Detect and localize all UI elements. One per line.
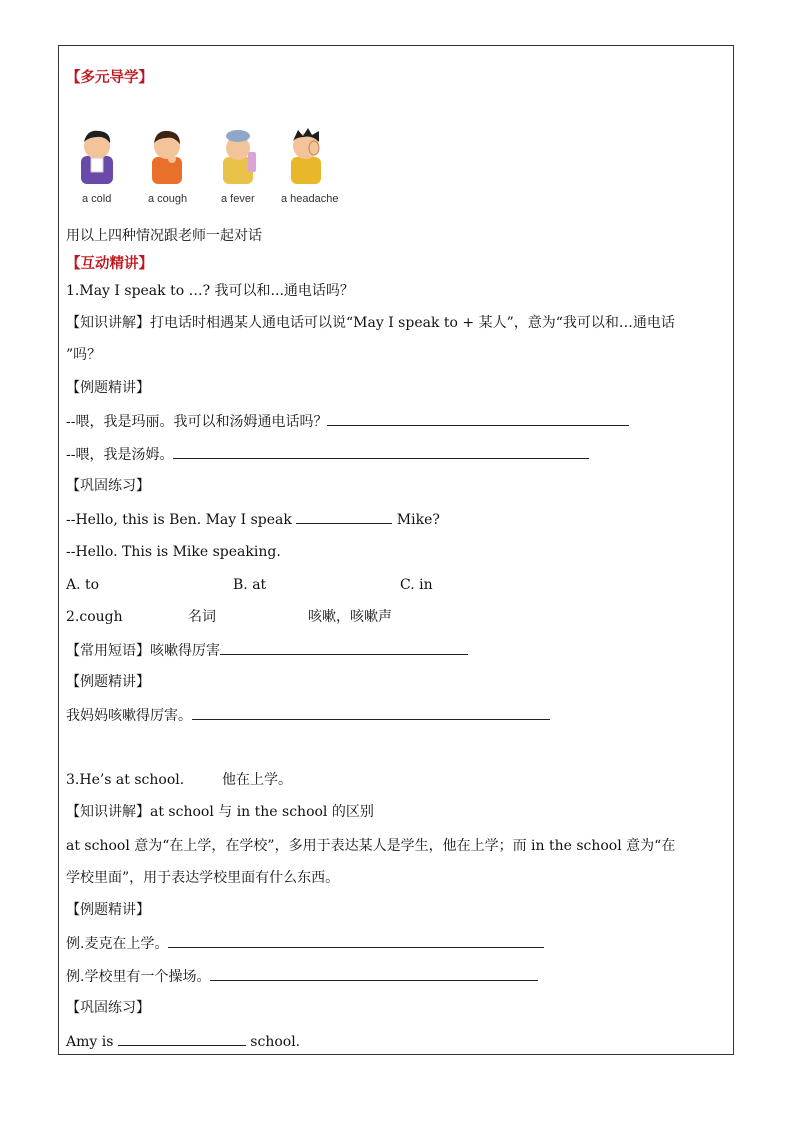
- answer-blank[interactable]: [296, 509, 392, 524]
- cough-boy-picture: [147, 126, 187, 186]
- example-1a: [66, 411, 629, 432]
- practice-3a-pre: Amy is: [66, 1034, 118, 1050]
- example-3b: [66, 966, 538, 987]
- answer-blank[interactable]: [210, 966, 538, 981]
- option-a[interactable]: A. to: [66, 577, 100, 593]
- example-1b-text: --喂，我是汤姆。: [66, 447, 174, 463]
- point-3-explain-cont: 学校里面”，用于表达学校里面有什么东西。: [66, 870, 340, 886]
- point-2-pos: 名词: [188, 609, 216, 625]
- answer-blank[interactable]: [220, 640, 468, 655]
- answer-blank[interactable]: [173, 444, 589, 459]
- point-3-cn: 他在上学。: [222, 772, 292, 788]
- caption-fever: a fever: [221, 193, 255, 205]
- option-b[interactable]: B. at: [233, 577, 267, 593]
- practice-1b: --Hello. This is Mike speaking.: [66, 544, 281, 560]
- point-1-title: 1.May I speak to …? 我可以和...通电话吗？: [66, 283, 354, 299]
- option-c[interactable]: C. in: [400, 577, 433, 593]
- practice-heading-3: 【巩固练习】: [66, 1000, 150, 1016]
- fever-boy-picture: [218, 126, 258, 186]
- example-1b: [66, 444, 589, 465]
- answer-blank[interactable]: [118, 1031, 246, 1046]
- point-3-explain: at school 意为“在上学，在学校”，多用于表达某人是学生，他在上学；而 in the school 意为“在: [66, 838, 676, 854]
- point-1-knowledge-cont: ”吗？: [66, 347, 102, 363]
- practice-3a: [66, 1031, 300, 1052]
- cold-boy-picture: [77, 126, 117, 186]
- headache-boy-picture: [286, 126, 326, 186]
- practice-3a-post: school.: [245, 1034, 301, 1050]
- intro-line: 用以上四种情况跟老师一起对话: [66, 228, 262, 244]
- caption-cold: a cold: [82, 193, 112, 205]
- example-heading-2: 【例题精讲】: [66, 674, 150, 690]
- section-title-interact: 【互动精讲】: [66, 255, 153, 272]
- point-3-knowledge: 【知识讲解】at school 与 in the school 的区别: [66, 804, 374, 820]
- example-heading-1: 【例题精讲】: [66, 380, 150, 396]
- answer-blank[interactable]: [168, 933, 544, 948]
- section-title-guide: 【多元导学】: [66, 69, 153, 86]
- point-1-knowledge: 【知识讲解】打电话时相遇某人通电话可以说“May I speak to + 某人”，意为“我可以和…通电话: [66, 315, 675, 331]
- practice-1a: [66, 509, 440, 530]
- point-3-en: 3.He’s at school.: [66, 772, 185, 788]
- example-2a: [66, 705, 550, 726]
- phrase-text: 【常用短语】咳嗽得厉害: [66, 643, 220, 659]
- caption-headache: a headache: [281, 193, 339, 205]
- example-3b-text: 例.学校里有一个操场。: [66, 969, 211, 985]
- practice-1a-pre: --Hello, this is Ben. May I speak: [66, 512, 297, 528]
- practice-heading-1: 【巩固练习】: [66, 478, 150, 494]
- point-2-meaning: 咳嗽，咳嗽声: [308, 609, 392, 625]
- answer-blank[interactable]: [192, 705, 550, 720]
- example-heading-3: 【例题精讲】: [66, 902, 150, 918]
- caption-cough: a cough: [148, 193, 188, 205]
- answer-blank[interactable]: [327, 411, 629, 426]
- point-2-word: 2.cough: [66, 609, 123, 625]
- example-3a-text: 例.麦克在上学。: [66, 936, 169, 952]
- phrase-line: [66, 640, 468, 661]
- example-3a: [66, 933, 544, 954]
- example-1a-text: --喂，我是玛丽。我可以和汤姆通电话吗？: [66, 414, 328, 430]
- practice-1a-post: Mike?: [392, 512, 440, 528]
- example-2a-text: 我妈妈咳嗽得厉害。: [66, 708, 192, 724]
